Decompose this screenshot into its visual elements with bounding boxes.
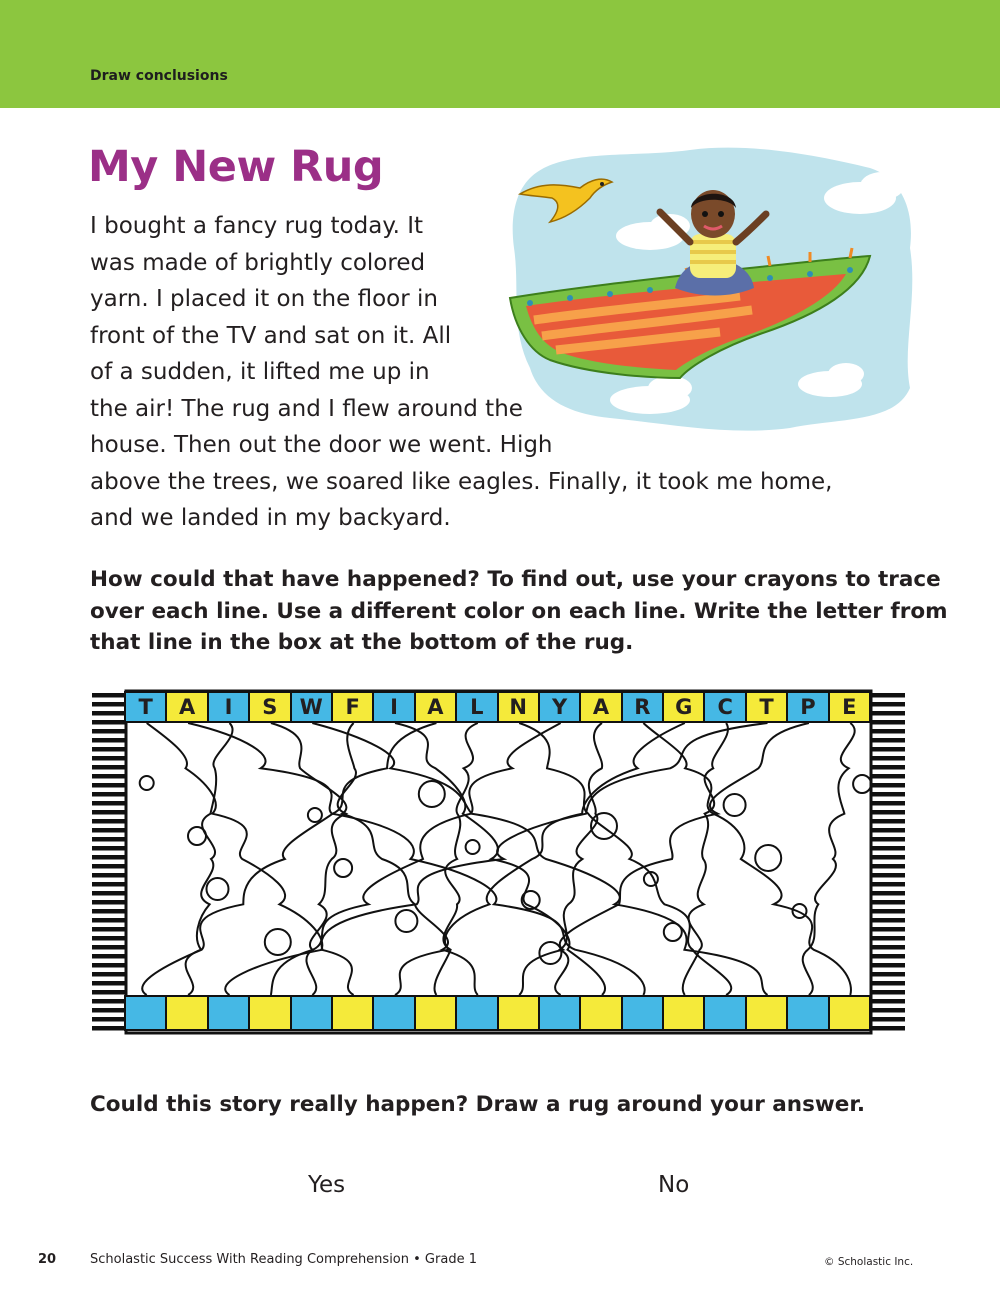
rug-answer-box[interactable]	[538, 995, 581, 1031]
rug-letter-cell: T	[124, 691, 167, 723]
rug-letter-cell: P	[786, 691, 829, 723]
question: Could this story really happen? Draw a rug around your answer.	[90, 1092, 866, 1117]
letter-row	[126, 691, 871, 723]
story-line: house. Then out the door we went. High	[90, 432, 553, 458]
rug-letter-cell: R	[621, 691, 664, 723]
story-line: above the trees, we soared like eagles. Finally, it took me home,	[90, 468, 833, 495]
header-band	[0, 0, 1000, 108]
rug-letter-cell: C	[703, 691, 746, 723]
rug-answer-box[interactable]	[497, 995, 540, 1031]
rug-answer-box[interactable]	[579, 995, 622, 1031]
story-line: front of the TV and sat on it. All	[90, 322, 452, 349]
rug-answer-box[interactable]	[828, 995, 871, 1031]
rug-fringe-left	[92, 693, 126, 1031]
page-title: My New Rug	[88, 142, 384, 192]
rug-letter-cell: S	[248, 691, 291, 723]
rug-answer-box[interactable]	[786, 995, 829, 1031]
instructions-line: that line in the box at the bottom of the rug.	[90, 630, 634, 655]
story-line: I bought a fancy rug today. It	[90, 213, 424, 239]
rug-letter-cell: I	[372, 691, 415, 723]
page-number: 20	[38, 1252, 57, 1267]
rug-answer-box[interactable]	[745, 995, 788, 1031]
story-line: was made of brightly colored	[90, 249, 426, 276]
copyright: © Scholastic Inc.	[824, 1256, 914, 1268]
story-line: yarn. I placed it on the floor in	[90, 286, 438, 312]
rug-answer-box[interactable]	[248, 995, 291, 1031]
rug-answer-box[interactable]	[207, 995, 250, 1031]
rug-answer-box[interactable]	[372, 995, 415, 1031]
rug-letter-cell: E	[828, 691, 871, 723]
rug-answer-box[interactable]	[165, 995, 208, 1031]
rug-letter-cell: Y	[538, 691, 581, 723]
rug-answer-box[interactable]	[621, 995, 664, 1031]
rug-answer-box[interactable]	[414, 995, 457, 1031]
rug-answer-box[interactable]	[703, 995, 746, 1031]
rug-answer-box[interactable]	[455, 995, 498, 1031]
rug-letter-cell: W	[290, 691, 333, 723]
rug-letter-cell: A	[165, 691, 208, 723]
rug-letter-cell: T	[745, 691, 788, 723]
section-label: Draw conclusions	[90, 68, 228, 84]
rug-letter-cell: G	[662, 691, 705, 723]
rug-letter-cell: N	[497, 691, 540, 723]
rug-answer-box[interactable]	[290, 995, 333, 1031]
answer-choice-no[interactable]: No	[658, 1172, 690, 1198]
rug-letter-cell: I	[207, 691, 250, 723]
answer-choice-yes[interactable]: Yes	[308, 1172, 346, 1198]
book-title: Scholastic Success With Reading Comprehension • Grade 1	[90, 1252, 477, 1267]
rug-letter-cell: A	[414, 691, 457, 723]
rug-answer-box[interactable]	[331, 995, 374, 1031]
rug-answer-box[interactable]	[662, 995, 705, 1031]
flying-rug-illustration	[490, 138, 915, 438]
rug-letter-cell: L	[455, 691, 498, 723]
instructions	[90, 564, 948, 659]
rug-fringe-right	[871, 693, 905, 1031]
story-line: of a sudden, it lifted me up in	[90, 359, 430, 385]
instructions-line: How could that have happened? To find out, use your crayons to trace	[90, 567, 941, 592]
rug-letter-cell: F	[331, 691, 374, 723]
story-line: the air! The rug and I flew around the	[90, 395, 523, 422]
answer-row	[126, 995, 871, 1031]
rug-puzzle	[90, 685, 907, 1039]
rug-letter-cell: A	[579, 691, 622, 723]
rug-answer-box[interactable]	[124, 995, 167, 1031]
story-line: and we landed in my backyard.	[90, 505, 451, 531]
instructions-line: over each line. Use a different color on each line. Write the letter from	[90, 598, 948, 624]
rug-frame	[90, 685, 907, 1039]
